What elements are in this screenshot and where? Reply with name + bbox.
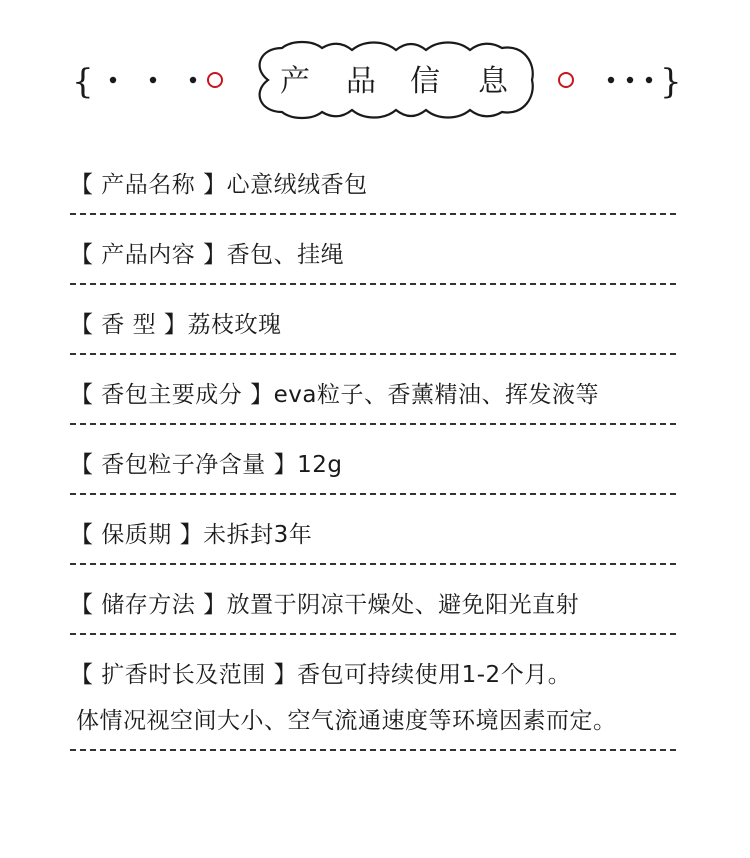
info-row-duration [70, 660, 680, 751]
row-label: 【 香包粒子净含量 】 [70, 452, 298, 478]
row-label: 【 香包主要成分 】 [70, 382, 274, 408]
row-label: 【 产品名称 】 [70, 172, 227, 198]
info-row-contents [70, 240, 680, 285]
header-title-char: 产 [280, 64, 310, 99]
right-brace: } [660, 62, 682, 102]
divider [70, 423, 676, 425]
info-row-name [70, 170, 680, 215]
header-ornament [0, 0, 750, 150]
divider [70, 283, 676, 285]
info-row-shelf-life [70, 520, 680, 565]
row-value-continuation: 体情况视空间大小、空气流通速度等环境因素而定。 [76, 708, 617, 734]
divider [70, 493, 676, 495]
product-info-list [70, 170, 680, 776]
row-value: 未拆封3年 [203, 522, 313, 548]
divider [70, 213, 676, 215]
red-ring-icon [208, 73, 222, 87]
row-label: 【 扩香时长及范围 】 [70, 662, 298, 688]
row-value: 放置于阴凉干燥处、避免阳光直射 [226, 592, 580, 618]
divider [70, 749, 676, 751]
divider [70, 353, 676, 355]
info-row-net-weight [70, 450, 680, 495]
row-label: 【 香 型 】 [70, 312, 188, 338]
divider [70, 633, 676, 635]
dot [627, 77, 633, 83]
row-value: 12g [297, 452, 343, 478]
info-row-ingredients [70, 380, 680, 425]
row-value: 香包可持续使用1-2个月。 [297, 662, 572, 688]
header-title-char: 息 [478, 64, 508, 99]
row-value: 心意绒绒香包 [226, 172, 368, 198]
row-value: 荔枝玫瑰 [187, 312, 282, 338]
info-row-scent [70, 310, 680, 355]
dot [646, 77, 652, 83]
dot [110, 77, 116, 83]
row-label: 【 产品内容 】 [70, 242, 227, 268]
section-header [0, 0, 750, 150]
divider [70, 563, 676, 565]
row-label: 【 保质期 】 [70, 522, 204, 548]
dot [608, 77, 614, 83]
left-brace: { [72, 62, 94, 102]
dot [150, 77, 156, 83]
row-label: 【 储存方法 】 [70, 592, 227, 618]
dot [190, 77, 196, 83]
header-title-char: 信 [410, 64, 440, 99]
row-value: eva粒子、香薰精油、挥发液等 [273, 382, 599, 408]
header-title-char: 品 [346, 64, 376, 99]
red-ring-icon [559, 73, 573, 87]
info-row-storage [70, 590, 680, 635]
row-value: 香包、挂绳 [226, 242, 345, 268]
